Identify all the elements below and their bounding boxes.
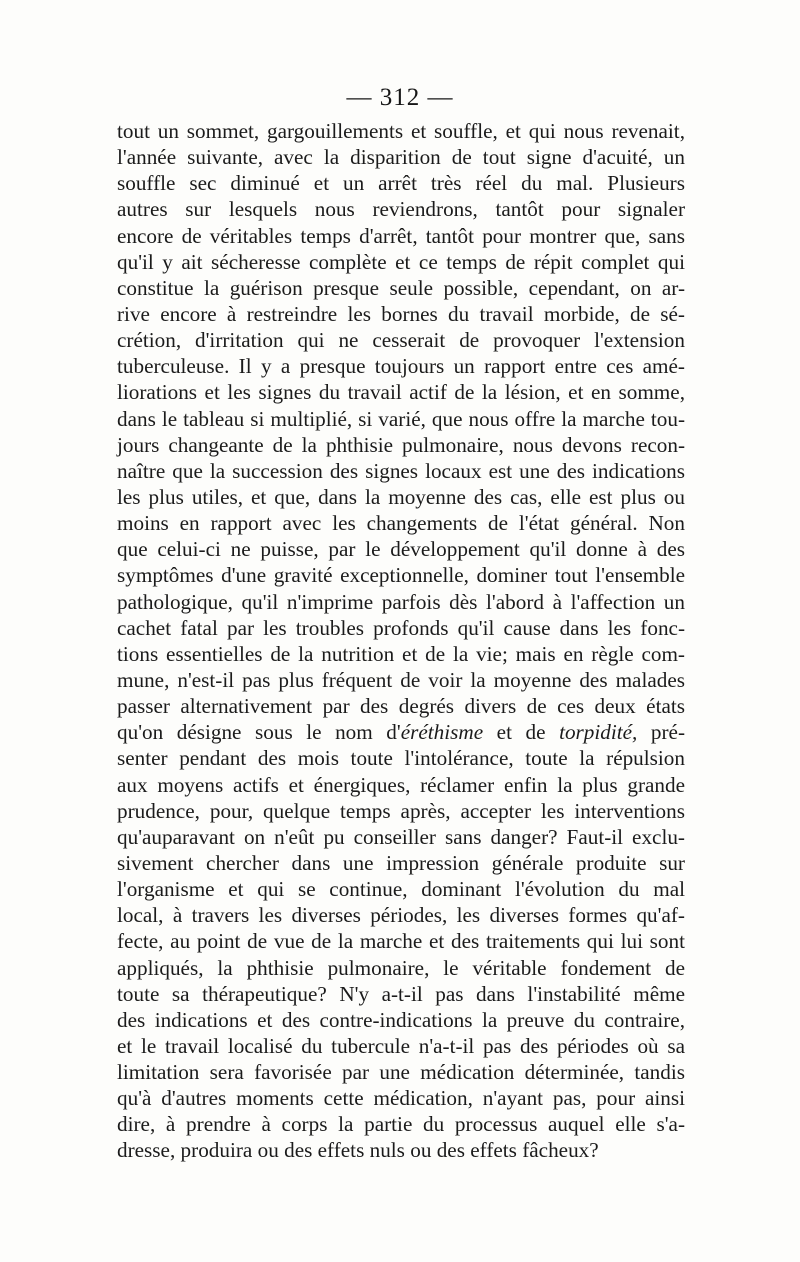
text-run: senter pendant des mois toute l'intolérance, toute la répulsion — [117, 746, 685, 771]
text-run: limitation sera favorisée par une médication déterminée, tandis — [117, 1060, 685, 1085]
text-run: rive encore à restreindre les bornes du travail morbide, de sé- — [117, 301, 685, 326]
text-line — [117, 928, 685, 954]
text-run: pré- — [637, 720, 686, 745]
text-line — [117, 536, 685, 562]
text-line — [117, 876, 685, 902]
text-line — [117, 850, 685, 876]
text-run: autres sur lesquels nous reviendrons, tantôt pour signaler — [117, 197, 685, 222]
text-line — [117, 249, 685, 275]
text-line — [117, 275, 685, 301]
text-run: moins en rapport avec les changements de l'état général. Non — [117, 511, 685, 536]
text-run: toute sa thérapeutique? N'y a-t-il pas dans l'instabilité même — [117, 981, 685, 1006]
text-line — [117, 955, 685, 981]
body-paragraph — [117, 118, 685, 1164]
text-run: encore de véritables temps d'arrêt, tantôt pour montrer que, sans — [117, 223, 685, 248]
text-line — [117, 484, 685, 510]
text-run: souffle sec diminué et un arrêt très réel du mal. Plusieurs — [117, 171, 685, 196]
text-line — [117, 1059, 685, 1085]
text-line — [117, 1111, 685, 1137]
text-run: crétion, d'irritation qui ne cesserait de provoquer l'extension — [117, 328, 685, 353]
text-line — [117, 981, 685, 1007]
text-line — [117, 1033, 685, 1059]
text-line — [117, 745, 685, 771]
text-line — [117, 1007, 685, 1033]
text-line — [117, 902, 685, 928]
text-run: les plus utiles, et que, dans la moyenne des cas, elle est plus ou — [117, 484, 685, 509]
text-run: liorations et les signes du travail actif de la lésion, et en somme, — [117, 380, 685, 405]
text-run: et le travail localisé du tubercule n'a-t-il pas des périodes où sa — [117, 1033, 685, 1058]
text-line — [117, 615, 685, 641]
text-run: naître que la succession des signes locaux est une des indications — [117, 458, 685, 483]
text-line — [117, 693, 685, 719]
text-line — [117, 170, 685, 196]
text-line — [117, 301, 685, 327]
text-line — [117, 562, 685, 588]
text-run: qu'il y ait sécheresse complète et ce temps de répit complet qui — [117, 249, 685, 274]
text-line — [117, 719, 685, 745]
text-run: l'organisme et qui se continue, dominant l'évolution du mal — [117, 877, 685, 902]
italic-term: éréthisme — [400, 720, 484, 745]
text-line — [117, 353, 685, 379]
text-run: sivement chercher dans une impression générale produite sur — [117, 850, 685, 875]
text-line — [117, 223, 685, 249]
text-run: des indications et des contre-indications la preuve du contraire, — [117, 1007, 685, 1032]
text-run: tuberculeuse. Il y a presque toujours un rapport entre ces amé- — [117, 354, 685, 379]
text-line — [117, 641, 685, 667]
text-run: cachet fatal par les troubles profonds qu'il cause dans les fonc- — [117, 615, 685, 640]
page-number: — 312 — — [346, 84, 454, 111]
text-run: l'année suivante, avec la disparition de tout signe d'acuité, un — [117, 145, 685, 170]
text-line — [117, 798, 685, 824]
text-line — [117, 406, 685, 432]
text-run: pathologique, qu'il n'imprime parfois dès l'abord à l'affection un — [117, 589, 685, 614]
text-run: fecte, au point de vue de la marche et des traitements qui lui sont — [117, 929, 685, 954]
text-run: prudence, pour, quelque temps après, accepter les interventions — [117, 798, 685, 823]
text-line — [117, 510, 685, 536]
text-run: local, à travers les diverses périodes, les diverses formes qu'af- — [117, 903, 685, 928]
text-line — [117, 667, 685, 693]
text-line — [117, 118, 685, 144]
text-line — [117, 824, 685, 850]
text-run: que celui-ci ne puisse, par le développement qu'il donne à des — [117, 537, 685, 562]
text-run: jours changeante de la phthisie pulmonaire, nous devons recon- — [117, 432, 685, 457]
text-line — [117, 589, 685, 615]
text-run: qu'auparavant on n'eût pu conseiller sans danger? Faut-il exclu- — [117, 824, 685, 849]
text-run: qu'on désigne sous le nom d' — [117, 720, 401, 745]
text-run: appliqués, la phthisie pulmonaire, le véritable fondement de — [117, 955, 685, 980]
text-run: qu'à d'autres moments cette médication, n'ayant pas, pour ainsi — [117, 1086, 685, 1111]
text-run: dresse, produira ou des effets nuls ou des effets fâcheux? — [117, 1138, 599, 1163]
text-line — [117, 772, 685, 798]
text-run: et de — [483, 720, 560, 745]
italic-term: torpidité, — [559, 720, 638, 745]
text-run: aux moyens actifs et énergiques, réclamer enfin la plus grande — [117, 772, 685, 797]
text-run: dans le tableau si multiplié, si varié, que nous offre la marche tou- — [117, 406, 685, 431]
text-line — [117, 458, 685, 484]
text-run: passer alternativement par des degrés divers de ces deux états — [117, 694, 685, 719]
text-line — [117, 1085, 685, 1111]
text-run: constitue la guérison presque seule possible, cependant, on ar- — [117, 275, 685, 300]
text-line — [117, 327, 685, 353]
text-run: tions essentielles de la nutrition et de la vie; mais en règle com- — [117, 641, 685, 666]
text-line — [117, 432, 685, 458]
text-line — [117, 1137, 685, 1163]
text-line — [117, 379, 685, 405]
text-run: mune, n'est-il pas plus fréquent de voir la moyenne des malades — [117, 667, 685, 692]
text-run: symptômes d'une gravité exceptionnelle, dominer tout l'ensemble — [117, 563, 685, 588]
text-run: tout un sommet, gargouillements et souffle, et qui nous revenait, — [117, 119, 685, 143]
text-run: dire, à prendre à corps la partie du processus auquel elle s'a- — [117, 1112, 685, 1137]
text-line — [117, 144, 685, 170]
text-line — [117, 196, 685, 222]
